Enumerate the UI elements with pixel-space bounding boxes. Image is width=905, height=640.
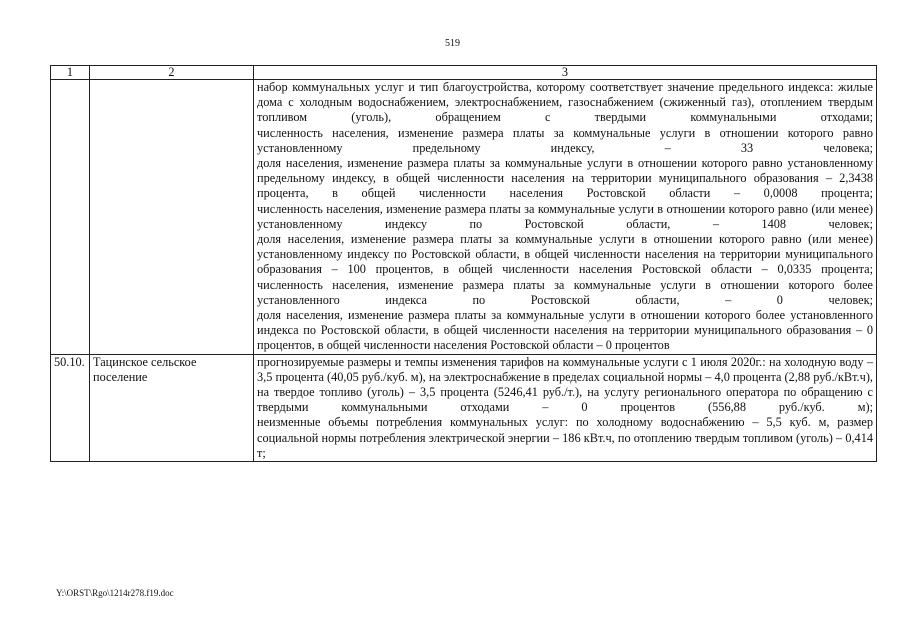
- table-header-row: [51, 66, 877, 80]
- paragraph: доля населения, изменение размера платы за коммунальные услуги в отношении которого равно (или менее) установленному индексу по Ростовской области, в общей численности населения на территории муниципального образования – 100 процентов, в общей численности населения Ростовской области – 0,0335 процента;: [257, 232, 873, 277]
- row-number-cell: 50.10.: [51, 354, 90, 461]
- header-cell-2: 2: [90, 66, 254, 80]
- table-row: [51, 80, 877, 355]
- header-cell-1: 1: [51, 66, 90, 80]
- settlement-name-cell: [90, 80, 254, 355]
- paragraph: неизменные объемы потребления коммунальных услуг: по холодному водоснабжению – 5,5 куб. м, размер социальной нормы потребления электрической энергии – 186 кВт.ч, по отоплению твердым топливом (уголь) – 0,414 т;: [257, 415, 873, 460]
- paragraph: доля населения, изменение размера платы за коммунальные услуги в отношении которого более установленного индекса по Ростовской области, в общей численности населения на территории муниципального образования – 0 процентов, в общей численности населения Ростовской области – 0 процентов: [257, 308, 873, 353]
- table-row: [51, 354, 877, 461]
- header-cell-3: 3: [254, 66, 877, 80]
- description-cell: [254, 80, 877, 355]
- paragraph: набор коммунальных услуг и тип благоустройства, которому соответствует значение предельного индекса: жилые дома с холодным водоснабжением, электроснабжением, газоснабжением (сжиженный газ), отоплением твердым топливом (уголь), обращением с твердыми коммунальными отходами;: [257, 80, 873, 125]
- page-number: 519: [445, 38, 460, 49]
- paragraph: численность населения, изменение размера платы за коммунальные услуги в отношении которого более установленного индекса по Ростовской области, – 0 человек;: [257, 277, 873, 307]
- paragraph: доля населения, изменение размера платы за коммунальные услуги в отношении которого равно установленному предельному индексу, в общей численности населения на территории муниципального образования – 2,3438 процента, в общей численности населения Ростовской области – 0,0008 процента;: [257, 156, 873, 201]
- paragraph: численность населения, изменение размера платы за коммунальные услуги в отношении которого равно установленному предельному индексу, – 33 человека;: [257, 125, 873, 155]
- data-table: [50, 65, 877, 462]
- row-number-cell: [51, 80, 90, 355]
- paragraph: численность населения, изменение размера платы за коммунальные услуги в отношении которого равно (или менее) установленному индексу по Ростовской области, – 1408 человек;: [257, 201, 873, 231]
- paragraph: прогнозируемые размеры и темпы изменения тарифов на коммунальные услуги с 1 июля 2020г.: на холодную воду – 3,5 процента (40,05 руб./куб. м), на электроснабжение в пределах социальной нормы – 4,0 процента (2,88 руб./кВт.ч), на твердое топливо (уголь) – 3,5 процента (5246,41 руб./т.), на услугу регионального оператора по обращению с твердыми коммунальными отходами – 0 процентов (556,88 руб./куб. м);: [257, 354, 873, 415]
- description-cell: [254, 354, 877, 461]
- file-path-footer: Y:\ORST\Rgo\1214r278.f19.doc: [56, 588, 174, 598]
- settlement-name-cell: Тацинское сельское поселение: [90, 354, 254, 461]
